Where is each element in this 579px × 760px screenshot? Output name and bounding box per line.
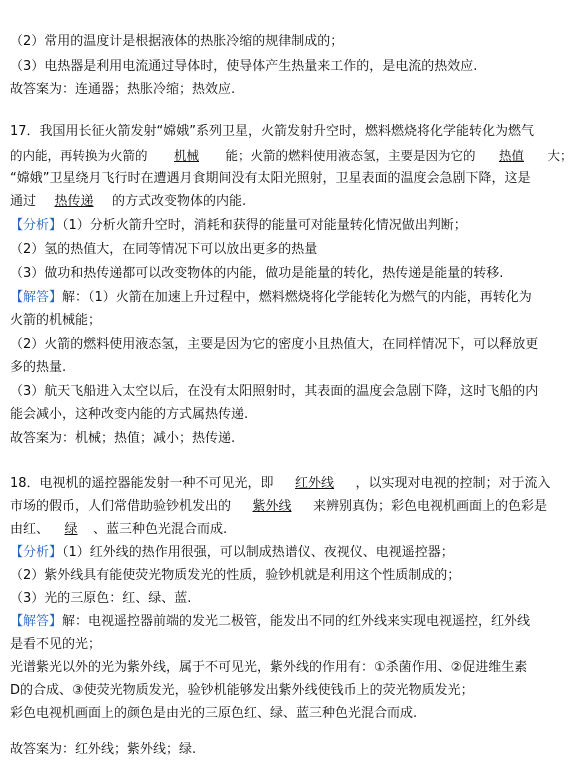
q17-solution-line: 多的热量. — [10, 360, 67, 375]
analysis-text: （1）红外线的热作用很强，可以制成热谱仪、夜视仪、电视遥控器； — [62, 545, 454, 560]
analysis-tag: 【分析】 — [10, 218, 63, 233]
q17-answer-blank — [36, 192, 112, 212]
q18-solution-line — [10, 612, 573, 632]
q18-answer-line: 故答案为：红外线；紫外线；绿. — [10, 742, 197, 757]
q18-answer-blank — [274, 474, 356, 494]
q17-answer: 热值 — [499, 148, 525, 163]
q18-solution-line: 光谱紫光以外的光为紫外线，属于不可见光，紫外线的作用有：①杀菌作用、②促进维生素 — [10, 660, 528, 675]
q17-text: 的方式改变物体的内能. — [112, 194, 247, 209]
q17-solution-line — [10, 288, 573, 308]
q18-answer: 红外线 — [295, 476, 335, 491]
text-line: 故答案为：连通器；热胀冷缩；热效应. — [10, 82, 236, 97]
q18-text: 由红、 — [10, 522, 50, 537]
q18-text: 市场的假币，人们常借助验钞机发出的 — [10, 499, 232, 514]
solution-tag: 【解答】 — [10, 614, 63, 629]
q18-stem-line — [10, 520, 573, 540]
q17-answer-blank — [476, 146, 548, 166]
q17-stem-line — [10, 192, 573, 212]
q17-solution-line: （3）航天飞船进入太空以后，在没有太阳照射时，其表面的温度会急剧下降，这时飞船的内 — [10, 384, 539, 399]
q18-answer-blank — [49, 520, 93, 540]
q18-answer-blank — [231, 497, 313, 517]
text-line: （3）电热器是利用电流通过导体时，使导体产生热量来工作的，是电流的热效应. — [10, 59, 478, 74]
q18-answer: 绿 — [64, 522, 78, 537]
q17-solution-line: 能会减小，这种改变内能的方式属热传递. — [10, 407, 249, 422]
solution-tag: 【解答】 — [10, 290, 63, 305]
q17-stem-line: “嫦娥”卫星绕月飞行时在遭遇月食期间没有太阳光照射，卫星表面的温度会急剧下降，这是 — [10, 171, 531, 186]
q17-stem-line: 17．我国用长征火箭发射“嫦娥”系列卫星，火箭发射升空时，燃料燃烧将化学能转化为燃气 — [10, 124, 535, 139]
q17-analysis-line — [10, 216, 573, 236]
q17-answer: 热传递 — [54, 194, 94, 209]
q17-text: 通过 — [10, 194, 37, 209]
solution-text: 解：（1）火箭在加速上升过程中，燃料燃烧将化学能转化为燃气的内能，再转化为 — [62, 290, 532, 305]
q17-answer: 机械 — [174, 148, 200, 163]
q17-text: 的内能，再转换为火箭的 — [10, 148, 148, 163]
q17-text: 能；火箭的燃料使用液态氢，主要是因为它的 — [225, 148, 476, 163]
q17-answer-blank — [148, 146, 226, 166]
q17-analysis-line: （3）做功和热传递都可以改变物体的内能，做功是能量的转化，热传递是能量的转移. — [10, 266, 504, 281]
analysis-tag: 【分析】 — [10, 545, 63, 560]
q18-stem-line — [10, 497, 573, 517]
q18-analysis-line — [10, 543, 573, 563]
q17-stem-line — [10, 146, 573, 166]
q18-solution-line: 彩色电视机画面上的颜色是由光的三原色红、绿、蓝三种色光混合而成. — [10, 706, 418, 721]
analysis-text: （1）分析火箭升空时，消耗和获得的能量可对能量转化情况做出判断； — [62, 218, 467, 233]
q18-analysis-line: （2）紫外线具有能使荧光物质发光的性质，验钞机就是利用这个性质制成的； — [10, 568, 461, 583]
q18-stem-line — [10, 474, 573, 494]
q18-solution-line: D的合成、③使荧光物质发光，验钞机能够发出紫外线使钱币上的荧光物质发光； — [10, 683, 474, 698]
q18-answer: 紫外线 — [252, 499, 292, 514]
solution-text: 解：电视遥控器前端的发光二极管，能发出不同的红外线来实现电视遥控，红外线 — [62, 614, 531, 629]
q17-solution-line: （2）火箭的燃料使用液态氢，主要是因为它的密度小且热值大，在同样情况下，可以释放更 — [10, 337, 539, 352]
q18-solution-line: 是看不见的光； — [10, 637, 102, 652]
q18-text: 来辨别真伪；彩色电视机画面上的色彩是 — [313, 499, 548, 514]
q17-analysis-line: （2）氢的热值大，在同等情况下可以放出更多的热量 — [10, 242, 318, 257]
q17-text: 大； — [547, 148, 573, 163]
q18-analysis-line: （3）光的三原色：红、绿、蓝. — [10, 591, 192, 606]
q18-text: 18．电视机的遥控器能发射一种不可见光，即 — [10, 476, 274, 491]
q17-answer-line: 故答案为：机械；热值；减小；热传递. — [10, 431, 236, 446]
text-line: （2）常用的温度计是根据液体的热胀冷缩的规律制成的； — [10, 34, 344, 49]
q17-solution-line: 火箭的机械能； — [10, 313, 102, 328]
q18-text: 、蓝三种色光混合而成. — [93, 522, 228, 537]
q18-text: ，以实现对电视的控制；对于流入 — [355, 476, 551, 491]
